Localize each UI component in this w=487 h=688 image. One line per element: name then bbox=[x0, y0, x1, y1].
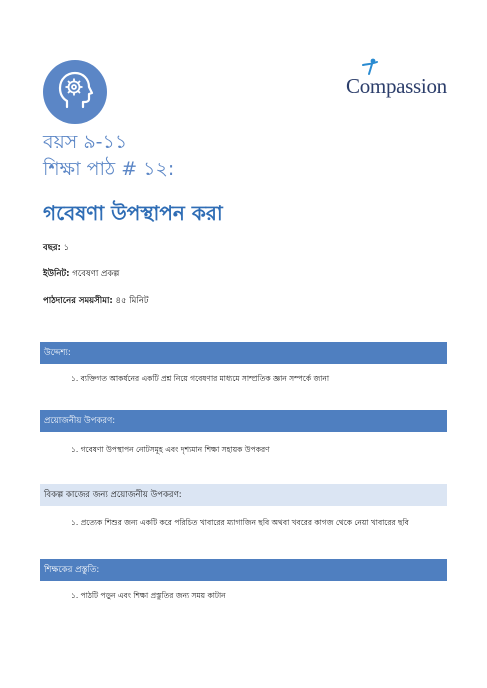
materials-item: ১. গবেষণা উপস্থাপন নোটসমূহ এবং দৃশ্যমান শিক্ষা সহায়ক উপকরণ bbox=[71, 445, 270, 454]
prep-item: ১. পাঠটি পড়ুন এবং শিক্ষা প্রস্তুতির জন্য সময় কাটান bbox=[71, 591, 226, 600]
objective-item: ১. ব্যক্তিগত আকর্ষনের একটি প্রশ্ন নিয়ে গবেষণার মাধ্যমে সাম্প্রতিক জ্ঞান সম্পর্কে জানা bbox=[71, 374, 329, 383]
section-materials-heading: প্রয়োজনীয় উপকরণ: bbox=[40, 410, 447, 432]
alt-materials-item: ১. প্রত্যেক শিশুর জন্য একটি করে পরিচিত খাবারের ম্যাগাজিন ছবি অথবা খবরের কাগজ থেকে নেয়া খাবারের ছবি bbox=[71, 518, 409, 527]
lesson-number: শিক্ষা পাঠ # ১২: bbox=[43, 158, 175, 180]
head-gear-icon bbox=[43, 60, 107, 124]
section-objective-heading: উদ্দেশ্য: bbox=[40, 342, 447, 364]
compassion-logo bbox=[346, 60, 446, 96]
logo-wordmark: Compassion bbox=[346, 74, 447, 98]
meta-year bbox=[43, 241, 69, 255]
meta-unit-value: গবেষণা প্রকল্প bbox=[69, 269, 120, 279]
meta-time-value: ৪৫ মিনিট bbox=[112, 296, 149, 306]
meta-unit-label: ইউনিট: bbox=[43, 269, 70, 279]
age-range: বয়স ৯-১১ bbox=[43, 131, 128, 153]
page-title: গবেষণা উপস্থাপন করা bbox=[43, 201, 223, 225]
meta-year-label: বছর: bbox=[43, 243, 61, 253]
meta-time-label: পাঠদানের সময়সীমা: bbox=[43, 296, 113, 306]
section-prep-heading: শিক্ষকের প্রস্তুতি: bbox=[40, 559, 447, 581]
section-alt-materials-heading: বিকল্প কাজের জন্য প্রয়োজনীয় উপকরণ: bbox=[40, 484, 447, 506]
meta-year-value: ১ bbox=[60, 243, 70, 253]
meta-unit bbox=[43, 267, 119, 281]
meta-time bbox=[43, 294, 149, 308]
